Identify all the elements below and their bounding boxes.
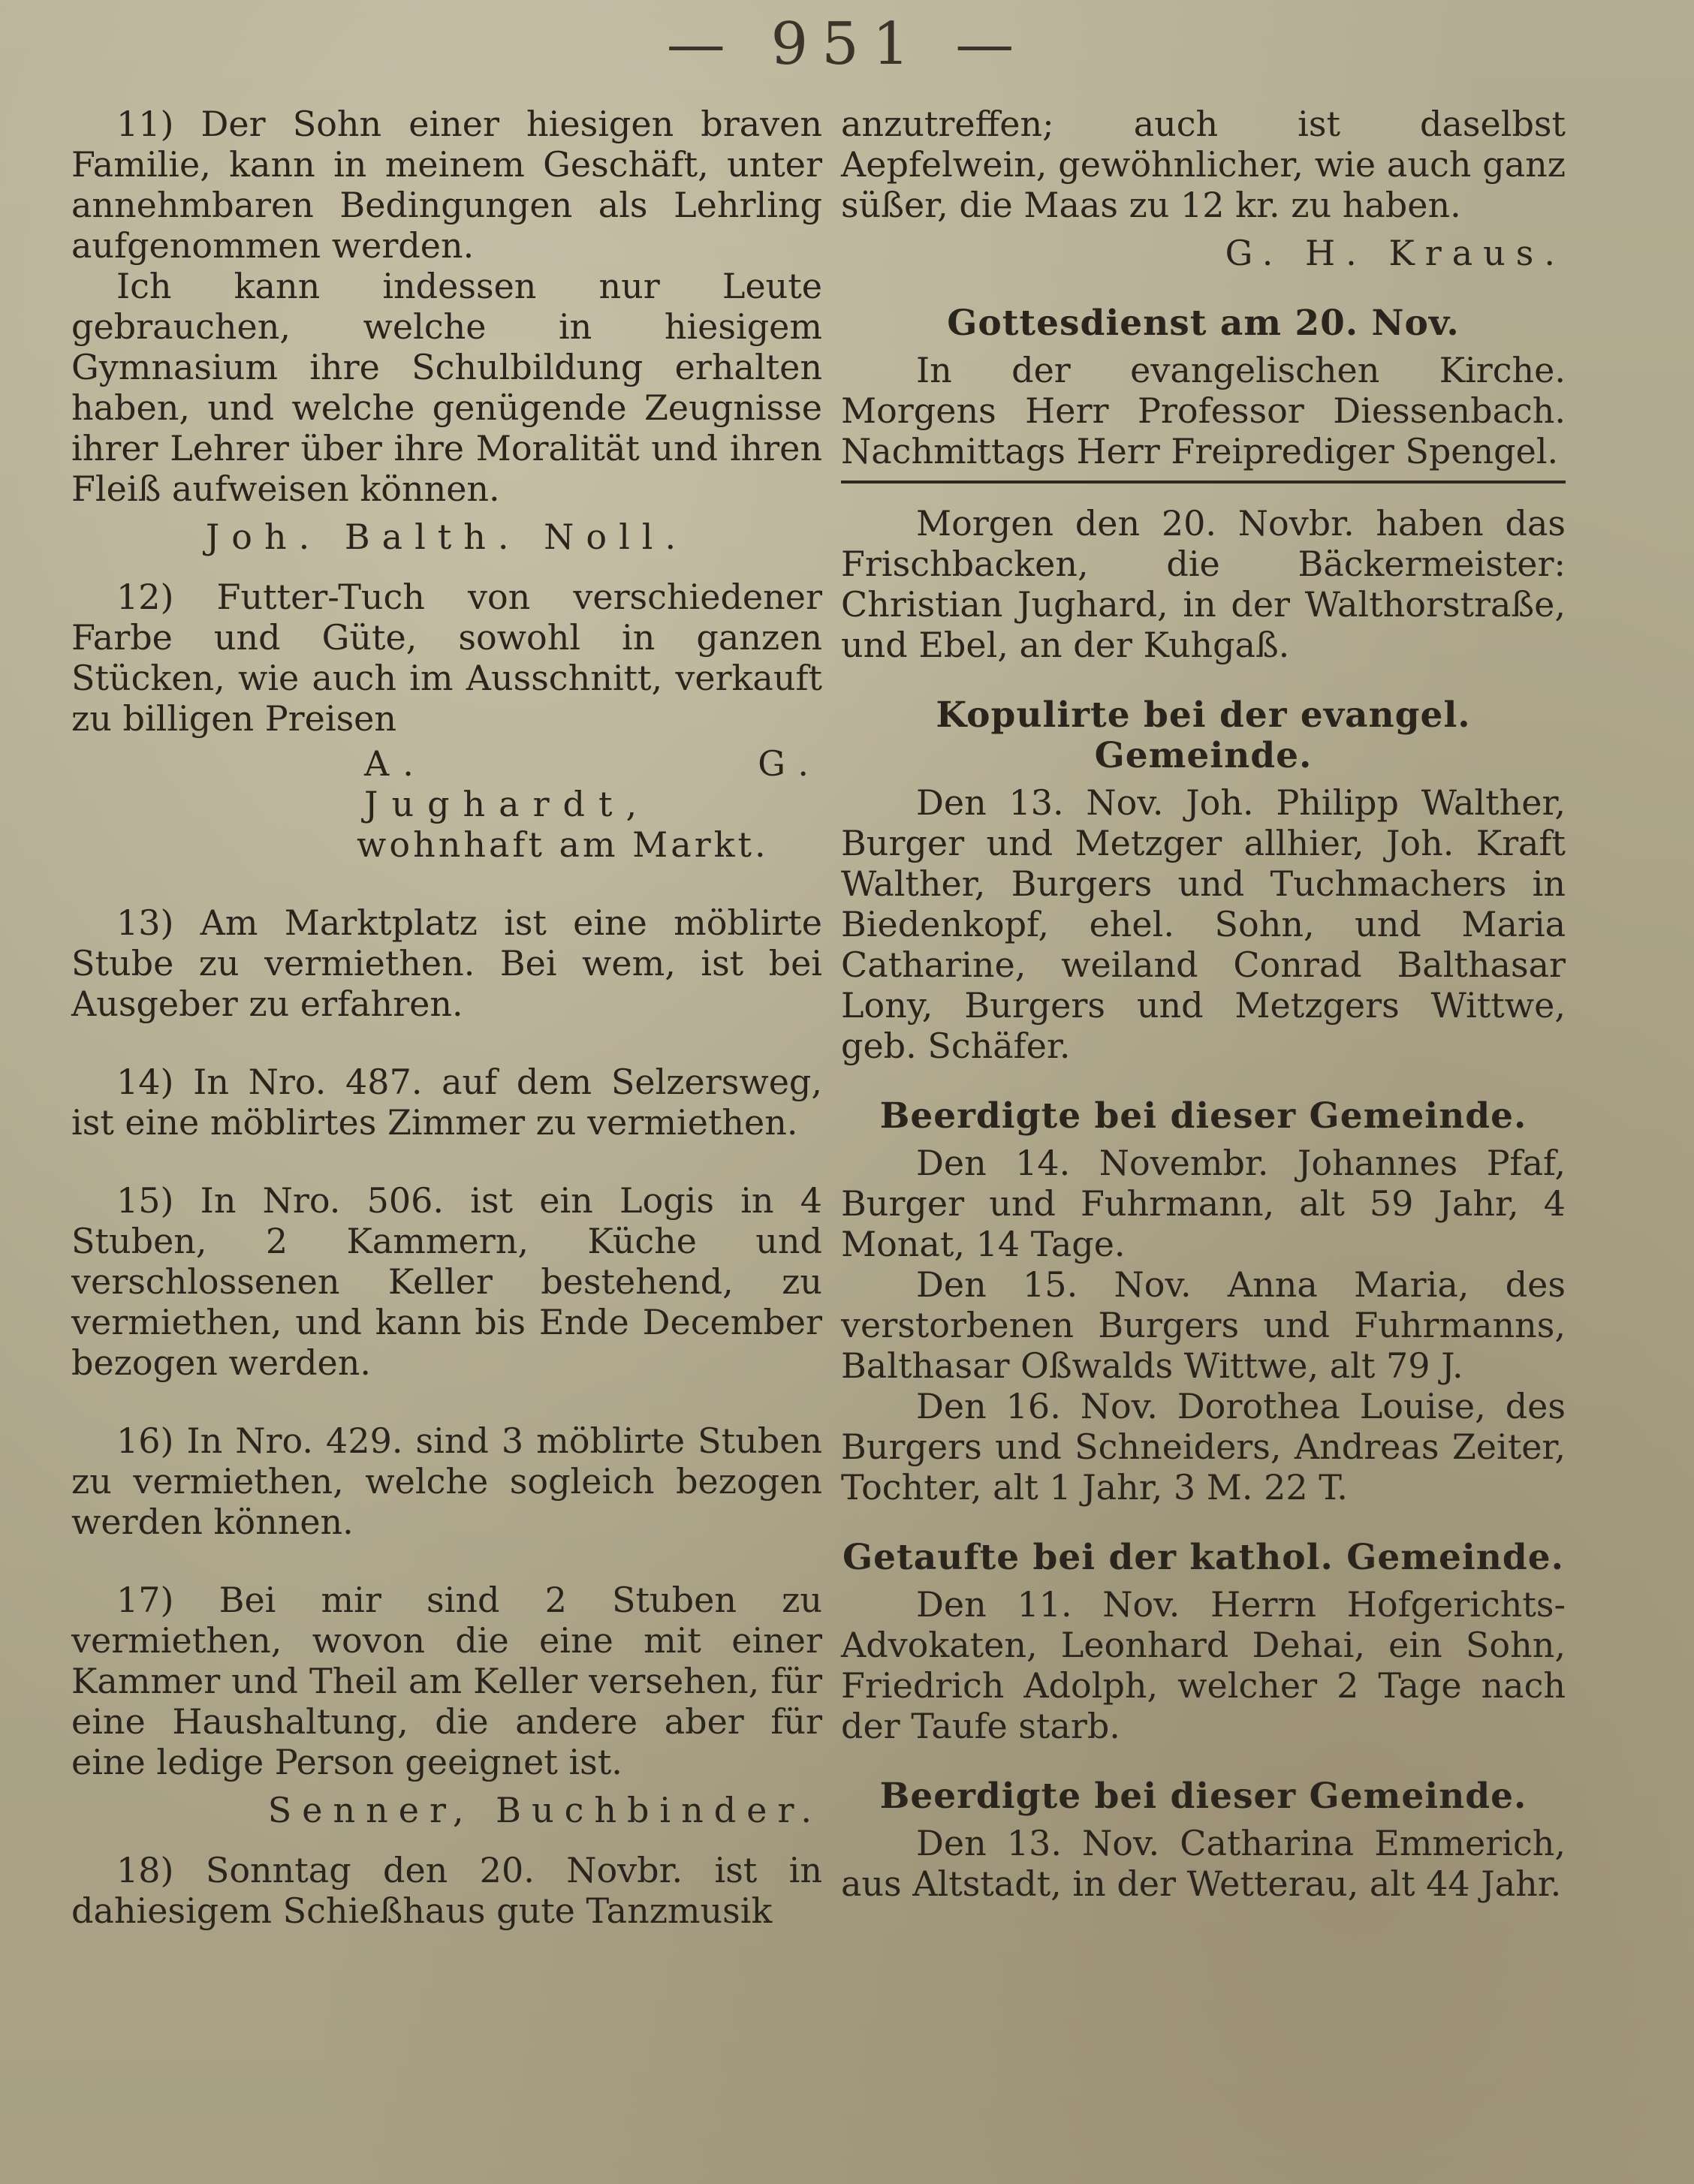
- notice-18-continued: [841, 104, 1566, 273]
- bakers-text: Morgen den 20. Novbr. haben das Frischbacken, die Bäckermeister: Christian Jughard, in der Walthorstraße, und Ebel, an der Kuhgaß.: [841, 503, 1566, 665]
- notice-11-text-2: Ich kann indessen nur Leute gebrauchen, welche in hiesigem Gymnasium ihre Schulbildung erhalten haben, und welche genügende Zeugnisse ihrer Lehrer über ihre Moralität und ihren Fleiß aufweisen können.: [71, 266, 822, 509]
- notice-12: [71, 577, 822, 865]
- notice-11: [71, 104, 822, 557]
- notice-16-text: 16) In Nro. 429. sind 3 möblirte Stuben zu vermiethen, welche sogleich bezogen werden können.: [71, 1420, 822, 1542]
- notice-11-text: 11) Der Sohn einer hiesigen braven Familie, kann in meinem Geschäft, unter annehmbaren Bedingungen als Lehrling aufgenommen werden.: [71, 104, 822, 266]
- notice-11-signature: Joh. Balth. Noll.: [205, 517, 689, 557]
- buried-item-2: Den 15. Nov. Anna Maria, des verstorbenen Burgers und Fuhrmanns, Balthasar Oßwalds Wittwe, alt 79 J.: [841, 1264, 1566, 1386]
- notice-13: [71, 902, 822, 1024]
- notice-17-text: 17) Bei mir sind 2 Stuben zu vermiethen, wovon die eine mit einer Kammer und Theil am Keller versehen, für eine Haushaltung, die andere aber für eine ledige Person geeignet ist.: [71, 1580, 822, 1782]
- buried-title-2: Beerdigte bei dieser Gemeinde.: [879, 1776, 1527, 1817]
- notice-13-text: 13) Am Marktplatz ist eine möblirte Stube zu vermiethen. Bei wem, ist bei Ausgeber zu erfahren.: [71, 902, 822, 1024]
- buried-item-4: Den 13. Nov. Catharina Emmerich, aus Altstadt, in der Wetterau, alt 44 Jahr.: [841, 1823, 1566, 1904]
- buried-item-1: Den 14. Novembr. Johannes Pfaf, Burger und Fuhrmann, alt 59 Jahr, 4 Monat, 14 Tage.: [841, 1143, 1566, 1264]
- notice-18-text: 18) Sonntag den 20. Novbr. ist in dahiesigem Schießhaus gute Tanzmusik: [71, 1850, 822, 1931]
- section-divider: [841, 480, 1566, 483]
- baptized-title: Getaufte bei der kathol. Gemeinde.: [842, 1537, 1565, 1578]
- notice-12-signature-name: A. G. Jughardt,: [364, 743, 822, 824]
- baptized-text: Den 11. Nov. Herrn Hofgerichts-Advokaten, Leonhard Dehai, ein Sohn, Friedrich Adolph, welcher 2 Tage nach der Taufe starb.: [841, 1584, 1566, 1746]
- notice-14-text: 14) In Nro. 487. auf dem Selzersweg, ist eine möblirtes Zimmer zu vermiethen.: [71, 1062, 822, 1143]
- buried-item-3: Den 16. Nov. Dorothea Louise, des Burgers und Schneiders, Andreas Zeiter, Tochter, alt 1 Jahr, 3 M. 22 T.: [841, 1386, 1566, 1508]
- notice-14: [71, 1062, 822, 1143]
- worship-title: Gottesdienst am 20. Nov.: [947, 303, 1460, 344]
- married-text: Den 13. Nov. Joh. Philipp Walther, Burger und Metzger allhier, Joh. Kraft Walther, Burgers und Tuchmachers in Biedenkopf, ehel. Sohn, und Maria Catharine, weiland Conrad Balthasar Lony, Burgers und Metzgers Wittwe, geb. Schäfer.: [841, 782, 1566, 1066]
- left-column: [71, 104, 822, 1934]
- notice-16: [71, 1420, 822, 1542]
- notice-17-signature: Senner, Buchbinder.: [267, 1790, 822, 1830]
- notice-18: [71, 1850, 822, 1931]
- notice-17: [71, 1580, 822, 1830]
- notice-15-text: 15) In Nro. 506. ist ein Logis in 4 Stuben, 2 Kammern, Küche und verschlossenen Keller bestehend, zu vermiethen, und kann bis Ende December bezogen werden.: [71, 1180, 822, 1383]
- notice-12-signature-place: wohnhaft am Markt.: [357, 824, 769, 865]
- worship-text: In der evangelischen Kirche. Morgens Herr Professor Diessenbach. Nachmittags Herr Freiprediger Spengel.: [841, 350, 1566, 471]
- married-title: Kopulirte bei der evangel. Gemeinde.: [936, 694, 1471, 776]
- right-column: [841, 104, 1566, 1904]
- notice-18-signature: G. H. Kraus.: [1225, 233, 1566, 273]
- notice-15: [71, 1180, 822, 1383]
- buried-title-1: Beerdigte bei dieser Gemeinde.: [879, 1095, 1527, 1137]
- notice-18-continued-text: anzutreffen; auch ist daselbst Aepfelwein, gewöhnlicher, wie auch ganz süßer, die Maas zu 12 kr. zu haben.: [841, 104, 1566, 225]
- notice-12-text: 12) Futter-Tuch von verschiedener Farbe und Güte, sowohl in ganzen Stücken, wie auch im Ausschnitt, verkauft zu billigen Preisen: [71, 577, 822, 739]
- page-number-header: — 951 —: [666, 11, 1028, 78]
